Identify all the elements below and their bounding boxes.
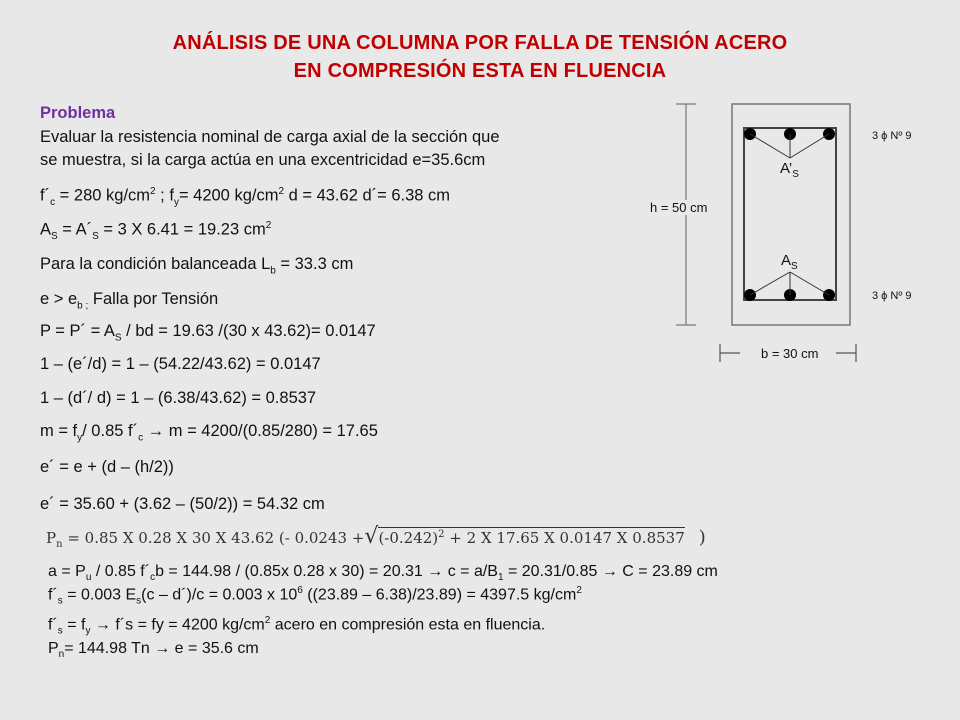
final-result: $P_n= 144.98$ Tn → e = 35.6 cm [48,640,259,661]
e-prime-value: e´ = 35.60 + (3.62 – (50/2)) = 54.32 cm [40,495,325,513]
problem-text-2: se muestra, si la carga actúa en una excentricidad e=35.6cm [40,151,486,169]
m-value: $m = f_y/$ 0.85 $f´_c \to m = 4200/(0.85/280) = 17.65$ [40,422,378,444]
as-label: $A_S$ [781,252,798,272]
as-prime-leader-right [790,134,829,158]
as-leader-right [790,272,829,295]
steel-stress-calculation: $f´_s = 0.003$ $E_s(c$ – d´)/c = 0.003 x $10^6$ ((23.89 – 6.38)/23.89) = 4397.5 $kg/cm^2$ [48,585,582,607]
failure-type: $e > e_b$ $_;$ Falla por Tensión [40,290,219,312]
pn-equation: $P_n = 0.85$ X 0.28 X 30 X 43.62 (- $0.0243 +√(-0.242)^2 + 2$ X 17.65 X 0.0147 X 0.8537 ) [46,524,706,550]
top-bars-label: 3 ϕ Nº 9 [872,130,912,142]
height-label: h = 50 cm [650,200,708,215]
yield-conclusion: $f´_s = f_y$ → f´s = fy = 4200 $kg/cm^2$ acero en compresión esta en fluencia. [48,615,546,637]
as-leader-left [750,272,790,295]
bottom-bars-label: 3 ϕ Nº 9 [872,290,912,302]
problem-heading: Problema [40,104,116,122]
e-prime-formula: e´ = e + (d – (h/2)) [40,458,174,476]
as-prime-label: $A’_S$ [780,160,799,180]
title-line-2: EN COMPRESIÓN ESTA EN FLUENCIA [293,60,667,82]
problem-text-1: Evaluar la resistencia nominal de carga axial de la sección que [40,128,500,146]
balanced-condition: Para la condición balanceada $L_b = 33.3$ cm [40,255,354,277]
depth-calculation: $a = P_u / 0.85$ $f´_cb = 144.98 / (0.85x$ 0.28 x $30) = 20.31 \to c = a/B_1 = 20.31/0.85 \to C = 23.89$ cm [48,563,718,584]
steel-area: $A_S$ = $A´_S = 3$ X 6.41 = 19.23 $cm^2$ [40,220,272,242]
width-label: b = 30 cm [761,346,819,361]
square-root-icon: √ [364,524,379,549]
steel-ratio: P = P´ = $A_S$ / bd = 19.63 /(30 x 43.62)= 0.0147 [40,322,376,344]
column-section-diagram [640,100,940,370]
as-prime-leader-left [750,134,790,158]
ratio-d-prime: 1 – (d´/ d) = 1 – (6.38/43.62) = 0.8537 [40,389,317,407]
title-line-1: ANÁLISIS DE UNA COLUMNA POR FALLA DE TENSIÓN ACERO [172,32,788,54]
ratio-e-prime: 1 – (e´/d) = 1 – (54.22/43.62) = 0.0147 [40,355,321,373]
material-properties: $f´_c = 280$ $kg/cm^2$ ; $f_y= 4200$ $kg/cm^2$ d = 43.62 d´= 6.38 cm [40,186,451,208]
